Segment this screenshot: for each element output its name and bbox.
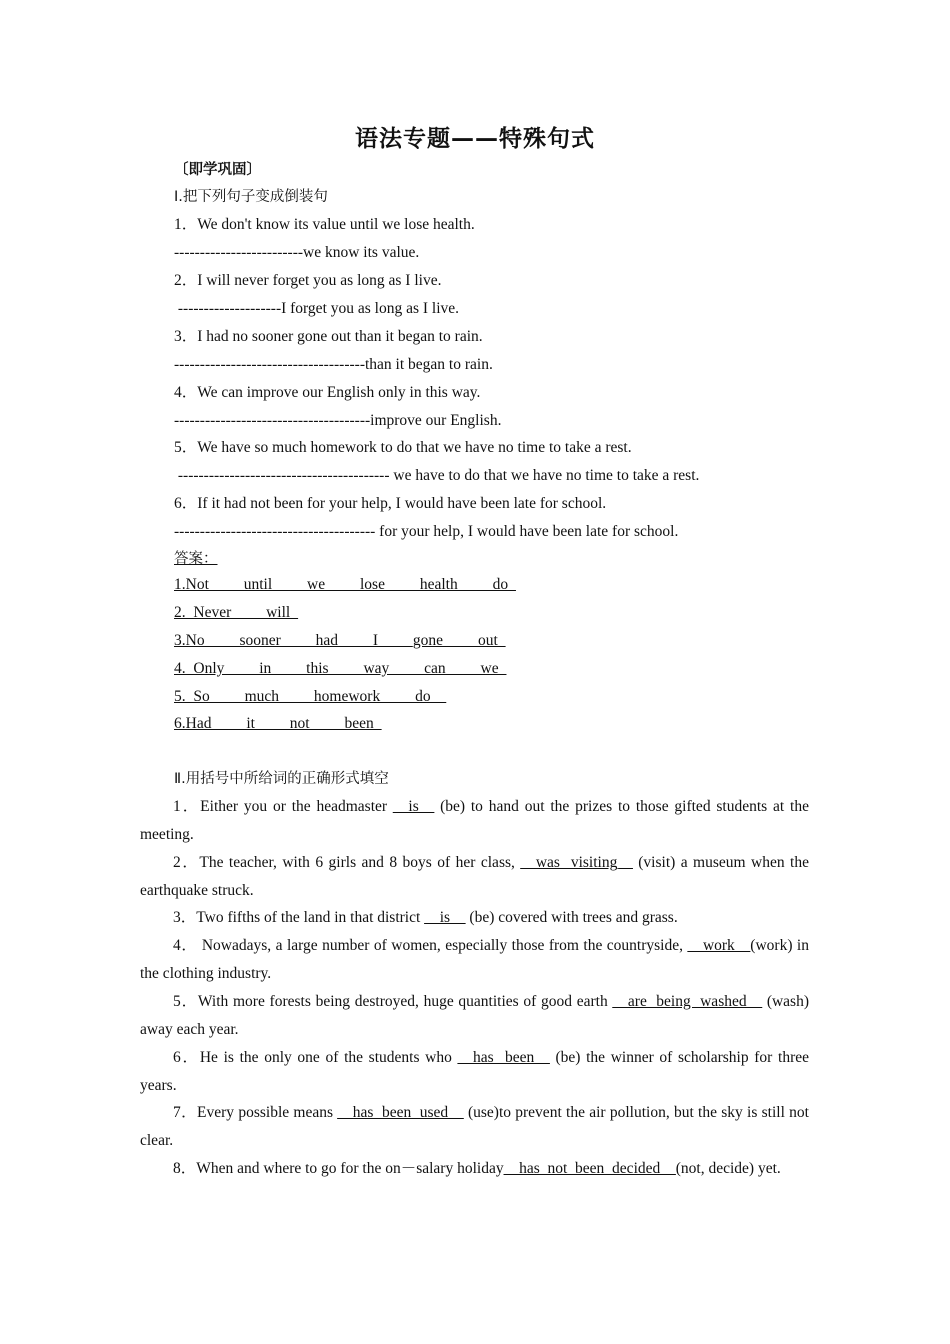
answer-row-1: [174, 575, 516, 595]
fill-item-3: [140, 904, 809, 932]
fill-text-post: (work) in the clothing industry.: [140, 937, 809, 982]
fill-answer: __was visiting__: [520, 854, 633, 871]
fill-text-post: (use)to prevent the air pollution, but the sky is still not clear.: [140, 1104, 809, 1149]
fill-item-7: [140, 1099, 809, 1155]
fill-text-post: (be) to hand out the prizes to those gifted students at the meeting.: [140, 798, 809, 843]
answer-text: 4._Only__ __in__ __this__ __way__ __can__ __we_: [174, 660, 507, 677]
fill-text-pre: 3．Two fifths of the land in that district: [173, 909, 425, 926]
question-1: 1．We don't know its value until we lose health.: [174, 216, 475, 233]
answer-text: 3.No__ __sooner__ __had__ __I__ __gone__ __out_: [174, 632, 506, 649]
answer-row-5: [174, 687, 446, 707]
fill-text-pre: 6．He is the only one of the students who: [173, 1049, 458, 1066]
fill-answer: __has been__: [457, 1049, 550, 1066]
fill-text-post: (be) the winner of scholarship for three years.: [140, 1049, 809, 1094]
fill-answer: __has been used__: [337, 1104, 464, 1121]
answer-line-3: -------------------------------------than it began to rain.: [174, 356, 493, 373]
question-4: 4．We can improve our English only in this way.: [174, 384, 481, 401]
fill-item-5: [140, 988, 809, 1044]
answer-line-2: --------------------I forget you as long as I live.: [174, 300, 460, 317]
fill-item-4: [140, 932, 809, 988]
answer-line-5: ----------------------------------------- we have to do that we have no time to take a rest.: [174, 467, 700, 484]
fill-answer: __is__: [392, 798, 435, 815]
answer-line-1: -------------------------we know its value.: [174, 244, 420, 261]
fill-text-pre: 4． Nowadays, a large number of women, especially those from the countryside,: [173, 937, 688, 954]
fill-text-pre: 2．The teacher, with 6 girls and 8 boys of her class,: [173, 854, 521, 871]
fill-item-8: [140, 1155, 809, 1183]
page-title: 语法专题——特殊句式: [355, 126, 595, 152]
fill-answer: __has not been decided__: [503, 1160, 676, 1177]
fill-text-post: (wash) away each year.: [140, 993, 809, 1038]
answer-row-3: [174, 631, 506, 651]
part1-heading: Ⅰ.把下列句子变成倒装句: [174, 189, 328, 205]
answer-text: 6.Had__ __it__ __not__ __been_: [174, 715, 382, 732]
fill-text-post: (be) covered with trees and grass.: [465, 909, 678, 926]
fill-item-6: [140, 1044, 809, 1100]
fill-text-pre: 1．Either you or the headmaster: [173, 798, 393, 815]
fill-text-post: (not, decide) yet.: [675, 1160, 781, 1177]
question-3: 3．I had no sooner gone out than it began to rain.: [174, 328, 483, 345]
fill-answer: __work__: [687, 937, 751, 954]
answer-line-4: --------------------------------------improve our English.: [174, 412, 502, 429]
answer-text: 5._So__ __much__ __homework__ __do__: [174, 688, 447, 705]
question-6: 6．If it had not been for your help, I would have been late for school.: [174, 495, 607, 512]
fill-text-pre: 8．When and where to go for the on－salary holiday: [173, 1160, 504, 1177]
section-heading: 〔即学巩固〕: [174, 162, 261, 178]
answer-text: 2._Never__ __will_: [174, 604, 298, 621]
fill-item-1: [140, 793, 809, 849]
question-2: 2．I will never forget you as long as I live.: [174, 272, 442, 289]
answer-row-6: [174, 714, 382, 734]
fill-answer: __is__: [424, 909, 466, 926]
question-5: 5．We have so much homework to do that we have no time to take a rest.: [174, 439, 632, 456]
fill-text-pre: 7．Every possible means: [173, 1104, 338, 1121]
part2-heading: Ⅱ.用括号中所给词的正确形式填空: [174, 771, 389, 787]
answer-row-4: [174, 659, 506, 679]
answer-line-6: --------------------------------------- for your help, I would have been late for school.: [174, 523, 679, 540]
fill-answer: __are being washed__: [612, 993, 763, 1010]
answer-text: 1.Not__ __until__ __we__ __lose__ __health__ __do_: [174, 576, 516, 593]
answer-row-2: [174, 603, 298, 623]
answer-label: 答案：: [174, 551, 218, 567]
fill-text-post: (visit) a museum when the earthquake struck.: [140, 854, 809, 899]
fill-item-2: [140, 849, 809, 905]
fill-text-pre: 5．With more forests being destroyed, huge quantities of good earth: [173, 993, 613, 1010]
